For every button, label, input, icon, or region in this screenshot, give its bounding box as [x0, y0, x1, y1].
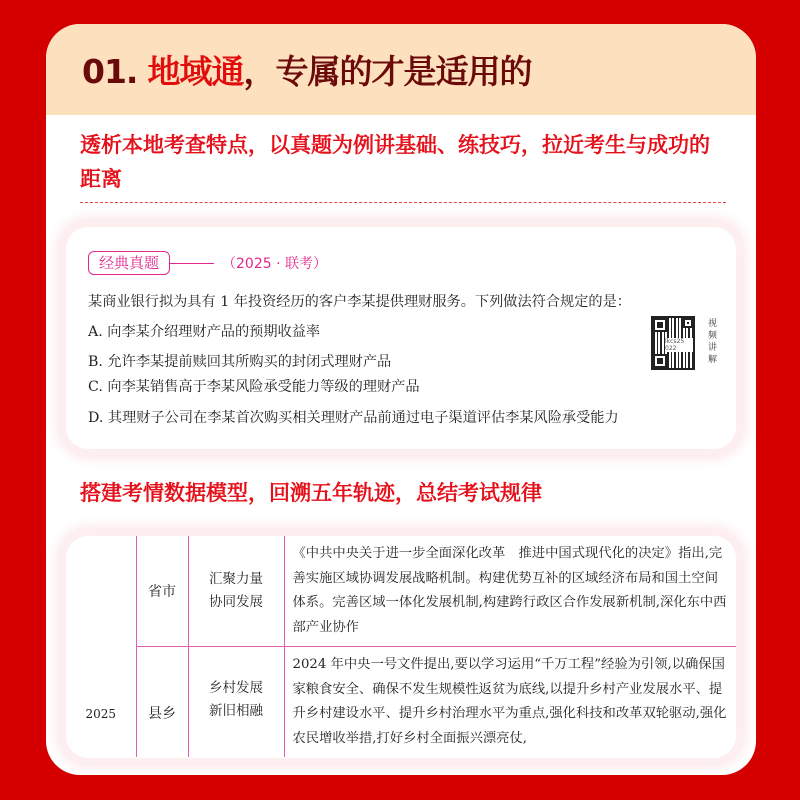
option-label: D.: [88, 410, 104, 426]
content-cell: 《中共中央关于进一步全面深化改革 推进中国式现代化的决定》指出,完善实施区域协调发展战略机制。构建优势互补的区域经济布局和国土空间体系。完善区域一体化发展机制,构建跨行政区合作发展新机制,深化东中西部产业协作: [284, 536, 736, 647]
option-a: [88, 321, 320, 341]
question-source: （2025 · 联考）: [222, 256, 327, 272]
theme-line: 协同发展: [209, 594, 263, 610]
level-cell: 省市: [136, 536, 188, 647]
option-label: A.: [88, 324, 103, 340]
content-panel: [46, 24, 756, 775]
option-text: 向李某介绍理财产品的预期收益率: [107, 324, 321, 340]
qr-code-icon[interactable]: [651, 316, 695, 370]
section-heading-analysis: 透析本地考查特点，以真题为例讲基础、练技巧，拉近考生与成功的距离: [80, 133, 710, 191]
option-text: 其理财子公司在李某首次购买相关理财产品前通过电子渠道评估李某风险承受能力: [107, 410, 619, 426]
year-cell: 2025: [85, 707, 117, 721]
question-card: [66, 227, 736, 449]
theme-cell: [188, 536, 284, 647]
option-c: [88, 376, 420, 396]
section-heading-data-model: 搭建考情数据模型，回溯五年轨迹，总结考试规律: [80, 481, 542, 505]
qr-finder-pattern: [683, 318, 693, 328]
exam-trend-table-card: [66, 536, 736, 758]
classic-question-badge: 经典真题: [88, 251, 170, 275]
badge-connector-line: [170, 263, 214, 264]
page-title: [82, 46, 531, 93]
title-rest: ，专属的才是适用的: [243, 52, 532, 91]
dashed-divider: [80, 202, 726, 203]
title-highlight: 地域通: [147, 52, 244, 91]
option-label: B.: [88, 354, 103, 370]
theme-line: 新旧相融: [209, 703, 263, 719]
video-explanation-caption: 视频讲解: [708, 319, 718, 365]
exam-trend-table: [66, 536, 736, 757]
question-stem: 某商业银行拟为具有 1 年投资经历的客户李某提供理财服务。下列做法符合规定的是：: [88, 294, 631, 310]
option-text: 向李某销售高于李某风险承受能力等级的理财产品: [107, 379, 420, 395]
option-b: [88, 351, 391, 371]
question-badge-row: [88, 251, 327, 275]
qr-inner-label: lkcs25 022: [665, 338, 693, 352]
theme-line: 乡村发展: [209, 680, 263, 696]
level-cell: 县乡: [136, 647, 188, 758]
content-cell: 2024 年中央一号文件提出,要以学习运用“千万工程”经验为引领,以确保国家粮食安全、确保不发生规模性返贫为底线,以提升乡村产业发展水平、提升乡村建设水平、提升乡村治理水平为重点,强化科技和改革双轮驱动,强化农民增收举措,打好乡村全面振兴漂亮仗,: [284, 647, 736, 758]
option-d: [88, 407, 619, 427]
theme-cell: [188, 647, 284, 758]
table-row: [66, 536, 736, 647]
option-label: C.: [88, 379, 103, 395]
section-number: 01.: [82, 52, 138, 91]
table-row: [66, 647, 736, 758]
option-text: 允许李某提前赎回其所购买的封闭式理财产品: [107, 354, 392, 370]
panel-header: [46, 24, 756, 115]
theme-line: 汇聚力量: [209, 571, 263, 587]
